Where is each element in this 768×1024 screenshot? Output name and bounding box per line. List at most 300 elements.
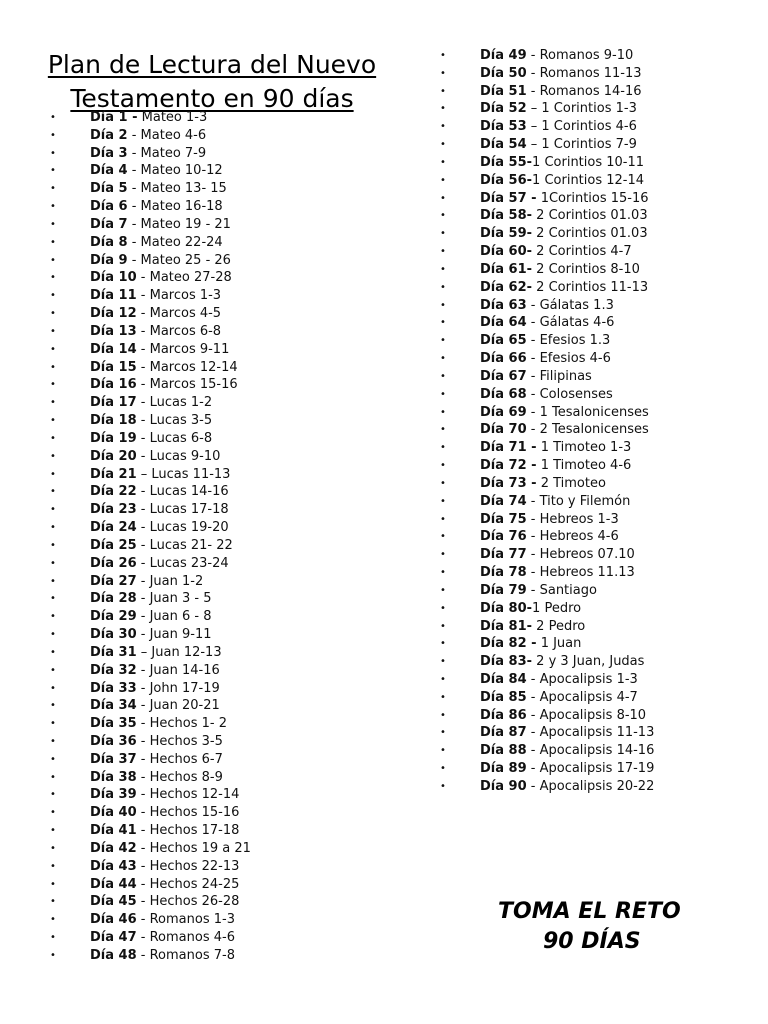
bullet-icon: • xyxy=(50,611,56,623)
day-label: Día 6 xyxy=(90,199,128,215)
reading-list-item xyxy=(440,100,654,118)
day-label: Día 53 xyxy=(480,119,527,135)
day-label: Día 63 xyxy=(480,297,527,313)
day-label: Día 80- xyxy=(480,600,533,616)
day-label: Día 41 xyxy=(90,823,137,839)
reading-list-item xyxy=(50,127,251,145)
reading-list-item xyxy=(440,475,654,493)
day-label: Día 5 xyxy=(90,181,128,197)
reading-list-item xyxy=(50,216,251,234)
bullet-icon: • xyxy=(50,201,56,213)
reading-list-item xyxy=(440,332,654,350)
reading-text: - Hebreos 07.10 xyxy=(526,547,635,563)
reading-text: - Apocalipsis 14-16 xyxy=(526,743,655,759)
day-label: Día 70 xyxy=(480,422,527,438)
reading-text: - Hechos 17-18 xyxy=(136,823,240,839)
reading-list-item xyxy=(50,893,251,911)
reading-list-item xyxy=(50,947,251,965)
day-label: Día 1 - xyxy=(90,110,138,125)
bullet-icon: • xyxy=(440,192,446,204)
reading-text: - Lucas 14-16 xyxy=(136,484,229,500)
bullet-icon: • xyxy=(50,236,56,248)
bullet-icon: • xyxy=(440,620,446,632)
day-label: Día 77 xyxy=(480,547,527,563)
day-label: Día 16 xyxy=(90,377,137,393)
reading-list-item xyxy=(50,680,251,698)
reading-list-item xyxy=(50,394,251,412)
bullet-icon: • xyxy=(50,593,56,605)
reading-text: - Lucas 21- 22 xyxy=(136,537,233,553)
reading-text: - Lucas 3-5 xyxy=(136,413,213,429)
bullet-icon: • xyxy=(50,415,56,427)
day-label: Día 78 xyxy=(480,565,527,581)
bullet-icon: • xyxy=(440,174,446,186)
reading-list-item xyxy=(50,786,251,804)
day-label: Día 74 xyxy=(480,493,527,509)
reading-text: - Mateo 13- 15 xyxy=(127,181,227,197)
reading-list-item xyxy=(50,376,251,394)
reading-list-item xyxy=(440,225,654,243)
reading-list-item xyxy=(50,608,251,626)
bullet-icon: • xyxy=(50,361,56,373)
reading-list-item xyxy=(50,448,251,466)
reading-list-item xyxy=(50,573,251,591)
reading-text: - Romanos 1-3 xyxy=(136,912,235,928)
reading-text: – Juan 12-13 xyxy=(136,644,222,660)
reading-list-item xyxy=(440,190,654,208)
reading-text: 1 Corintios 10-11 xyxy=(532,154,645,170)
bullet-icon: • xyxy=(50,735,56,747)
reading-list-item xyxy=(50,269,251,287)
reading-text: 2 Corintios 01.03 xyxy=(532,226,648,242)
bullet-icon: • xyxy=(440,602,446,614)
reading-text: 2 Corintios 01.03 xyxy=(532,208,648,224)
bullet-icon: • xyxy=(440,763,446,775)
bullet-icon: • xyxy=(440,549,446,561)
day-label: Día 75 xyxy=(480,511,527,527)
reading-text: - Lucas 17-18 xyxy=(136,502,229,518)
reading-list-item xyxy=(440,600,654,618)
reading-text: - Lucas 19-20 xyxy=(136,520,229,536)
day-label: Día 83- xyxy=(480,654,533,670)
bullet-icon: • xyxy=(440,156,446,168)
reading-list-item xyxy=(50,555,251,573)
reading-text: - Lucas 23-24 xyxy=(136,555,229,571)
reading-text: - Juan 6 - 8 xyxy=(136,609,212,625)
reading-list-item xyxy=(440,243,654,261)
reading-list-item xyxy=(50,234,251,252)
day-label: Día 23 xyxy=(90,502,137,518)
bullet-icon: • xyxy=(50,272,56,284)
day-label: Día 32 xyxy=(90,662,137,678)
reading-list-item xyxy=(440,618,654,636)
reading-list-item xyxy=(50,162,251,180)
reading-list-item xyxy=(440,564,654,582)
reading-text: - Romanos 14-16 xyxy=(526,83,642,99)
day-label: Día 40 xyxy=(90,805,137,821)
reading-text: - Marcos 15-16 xyxy=(136,377,238,393)
day-label: Día 29 xyxy=(90,609,137,625)
day-label: Día 52 xyxy=(480,101,527,117)
challenge-line-2: 90 DÍAS xyxy=(543,929,641,954)
day-label: Día 38 xyxy=(90,769,137,785)
reading-text: 2 Corintios 8-10 xyxy=(532,261,640,277)
day-label: Día 60- xyxy=(480,244,533,260)
reading-text: - Juan 9-11 xyxy=(136,627,212,643)
reading-text: - Lucas 6-8 xyxy=(136,430,213,446)
bullet-icon: • xyxy=(50,842,56,854)
day-label: Día 7 xyxy=(90,216,128,232)
reading-text: - Hechos 12-14 xyxy=(136,787,240,803)
reading-list-item xyxy=(440,404,654,422)
challenge-line-1: TOMA EL RETO xyxy=(498,899,681,924)
reading-text: - Marcos 4-5 xyxy=(136,306,222,322)
reading-text: - Hebreos 1-3 xyxy=(526,511,619,527)
day-label: Día 67 xyxy=(480,368,527,384)
reading-list-item xyxy=(50,751,251,769)
bullet-icon: • xyxy=(440,673,446,685)
day-label: Día 87 xyxy=(480,725,527,741)
day-label: Día 84 xyxy=(480,671,527,687)
day-label: Día 86 xyxy=(480,707,527,723)
bullet-icon: • xyxy=(50,129,56,141)
reading-text: - Hechos 22-13 xyxy=(136,858,240,874)
day-label: Día 10 xyxy=(90,270,137,286)
bullet-icon: • xyxy=(50,486,56,498)
reading-text: - 2 Tesalonicenses xyxy=(526,422,649,438)
reading-list-item xyxy=(50,323,251,341)
reading-list-item xyxy=(50,590,251,608)
day-label: Día 59- xyxy=(480,226,533,242)
bullet-icon: • xyxy=(440,228,446,240)
reading-list-item xyxy=(440,350,654,368)
reading-list-item xyxy=(50,501,251,519)
bullet-icon: • xyxy=(440,745,446,757)
reading-text: - Mateo 19 - 21 xyxy=(127,216,231,232)
reading-list-item xyxy=(50,109,251,127)
reading-list-item xyxy=(440,671,654,689)
day-label: Día 31 xyxy=(90,644,137,660)
bullet-icon: • xyxy=(50,379,56,391)
reading-list-item xyxy=(440,297,654,315)
day-label: Día 76 xyxy=(480,529,527,545)
reading-text: - Hechos 1- 2 xyxy=(136,716,227,732)
bullet-icon: • xyxy=(50,700,56,712)
bullet-icon: • xyxy=(50,789,56,801)
day-label: Día 26 xyxy=(90,555,137,571)
bullet-icon: • xyxy=(440,424,446,436)
reading-text: - Juan 14-16 xyxy=(136,662,220,678)
reading-list-item xyxy=(440,457,654,475)
day-label: Día 89 xyxy=(480,761,527,777)
reading-text: 2 Corintios 4-7 xyxy=(532,244,632,260)
day-label: Día 68 xyxy=(480,386,527,402)
bullet-icon: • xyxy=(440,121,446,133)
reading-list-item xyxy=(50,359,251,377)
bullet-icon: • xyxy=(440,353,446,365)
reading-list-item xyxy=(50,412,251,430)
reading-list-item xyxy=(440,742,655,760)
reading-list-item xyxy=(50,697,251,715)
reading-list-item xyxy=(440,154,654,172)
bullet-icon: • xyxy=(50,753,56,765)
day-label: Día 66 xyxy=(480,351,527,367)
day-label: Día 51 xyxy=(480,83,527,99)
reading-list-item xyxy=(440,778,655,796)
reading-text: 1Corintios 15-16 xyxy=(536,190,649,206)
reading-list-item xyxy=(50,145,251,163)
reading-text: - Mateo 16-18 xyxy=(127,199,223,215)
bullet-icon: • xyxy=(440,281,446,293)
reading-text: - Marcos 9-11 xyxy=(136,341,230,357)
bullet-icon: • xyxy=(50,290,56,302)
reading-text: - Lucas 9-10 xyxy=(136,448,221,464)
reading-text: - Santiago xyxy=(526,582,597,598)
bullet-icon: • xyxy=(440,709,446,721)
day-label: Día 21 xyxy=(90,466,137,482)
day-label: Día 82 - xyxy=(480,636,537,652)
bullet-icon: • xyxy=(50,825,56,837)
bullet-icon: • xyxy=(50,807,56,819)
reading-text: 2 Corintios 11-13 xyxy=(532,279,649,295)
reading-list-item xyxy=(50,430,251,448)
day-label: Día 46 xyxy=(90,912,137,928)
reading-text: - Hechos 8-9 xyxy=(136,769,223,785)
bullet-icon: • xyxy=(440,139,446,151)
bullet-icon: • xyxy=(50,878,56,890)
bullet-icon: • xyxy=(50,522,56,534)
day-label: Día 62- xyxy=(480,279,533,295)
reading-list-item xyxy=(440,439,654,457)
reading-text: - Hechos 15-16 xyxy=(136,805,240,821)
reading-text: - Hebreos 11.13 xyxy=(526,565,635,581)
day-label: Día 69 xyxy=(480,404,527,420)
bullet-icon: • xyxy=(440,656,446,668)
day-label: Día 48 xyxy=(90,947,137,963)
challenge-callout xyxy=(480,897,710,957)
reading-text: - Mateo 22-24 xyxy=(127,234,223,250)
reading-text: - Efesios 1.3 xyxy=(526,333,611,349)
reading-text: - Filipinas xyxy=(526,368,592,384)
bullet-icon: • xyxy=(440,85,446,97)
bullet-icon: • xyxy=(440,460,446,472)
bullet-icon: • xyxy=(440,50,446,61)
bullet-icon: • xyxy=(440,406,446,418)
bullet-icon: • xyxy=(50,896,56,908)
reading-list-item xyxy=(50,483,251,501)
bullet-icon: • xyxy=(440,246,446,258)
day-label: Día 50 xyxy=(480,65,527,81)
reading-text: - John 17-19 xyxy=(136,680,220,696)
bullet-icon: • xyxy=(440,263,446,275)
bullet-icon: • xyxy=(50,325,56,337)
bullet-icon: • xyxy=(50,860,56,872)
reading-text: - Lucas 1-2 xyxy=(136,395,213,411)
day-label: Día 4 xyxy=(90,163,128,179)
reading-text: - Mateo 7-9 xyxy=(127,145,207,161)
reading-text: - Hechos 24-25 xyxy=(136,876,240,892)
reading-text: - Marcos 6-8 xyxy=(136,323,222,339)
reading-text: 1 Juan xyxy=(536,636,582,652)
day-label: Día 15 xyxy=(90,359,137,375)
reading-list-item xyxy=(440,368,654,386)
reading-text: - Romanos 9-10 xyxy=(526,48,634,63)
reading-list-item xyxy=(440,386,654,404)
reading-text: - Marcos 12-14 xyxy=(136,359,238,375)
day-label: Día 43 xyxy=(90,858,137,874)
reading-list-item xyxy=(50,198,251,216)
reading-list-item xyxy=(440,118,654,136)
reading-text: - Apocalipsis 1-3 xyxy=(526,671,638,687)
day-label: Día 20 xyxy=(90,448,137,464)
bullet-icon: • xyxy=(50,914,56,926)
reading-list-item xyxy=(440,47,654,65)
day-label: Día 24 xyxy=(90,520,137,536)
day-label: Día 18 xyxy=(90,413,137,429)
day-label: Día 81- xyxy=(480,618,533,634)
reading-list-item xyxy=(440,653,654,671)
day-label: Día 30 xyxy=(90,627,137,643)
reading-text: - Apocalipsis 20-22 xyxy=(526,778,655,794)
bullet-icon: • xyxy=(50,629,56,641)
reading-list-item xyxy=(440,546,654,564)
bullet-icon: • xyxy=(50,432,56,444)
bullet-icon: • xyxy=(50,308,56,320)
reading-text: – Lucas 11-13 xyxy=(136,466,231,482)
bullet-icon: • xyxy=(440,388,446,400)
reading-list-item xyxy=(50,662,251,680)
title-line-1: Plan de Lectura del Nuevo xyxy=(47,50,377,79)
reading-text: 2 y 3 Juan, Judas xyxy=(532,654,645,670)
day-label: Día 88 xyxy=(480,743,527,759)
day-label: Día 22 xyxy=(90,484,137,500)
day-label: Día 65 xyxy=(480,333,527,349)
day-label: Día 44 xyxy=(90,876,137,892)
reading-list-item xyxy=(440,172,654,190)
reading-text: - Mateo 10-12 xyxy=(127,163,223,179)
bullet-icon: • xyxy=(50,397,56,409)
day-label: Día 72 - xyxy=(480,458,537,474)
reading-list-item xyxy=(440,582,654,600)
bullet-icon: • xyxy=(440,477,446,489)
reading-text: – 1 Corintios 4-6 xyxy=(526,119,637,135)
reading-text: - Mateo 4-6 xyxy=(127,127,207,143)
day-label: Día 2 xyxy=(90,127,128,143)
reading-list-item xyxy=(50,519,251,537)
reading-text: - Hebreos 4-6 xyxy=(526,529,619,545)
day-label: Día 17 xyxy=(90,395,137,411)
reading-list-item xyxy=(440,65,654,83)
reading-list-item xyxy=(50,911,251,929)
reading-text: - Juan 1-2 xyxy=(136,573,204,589)
reading-text: 1 Timoteo 1-3 xyxy=(536,440,632,456)
reading-list-item xyxy=(50,180,251,198)
day-label: Día 33 xyxy=(90,680,137,696)
page-title xyxy=(40,48,384,116)
reading-text: - Tito y Filemón xyxy=(526,493,631,509)
reading-list-item xyxy=(440,261,654,279)
bullet-icon: • xyxy=(440,299,446,311)
day-label: Día 64 xyxy=(480,315,527,331)
bullet-icon: • xyxy=(50,539,56,551)
reading-list-item xyxy=(50,626,251,644)
reading-text: - Romanos 11-13 xyxy=(526,65,642,81)
bullet-icon: • xyxy=(440,638,446,650)
bullet-icon: • xyxy=(50,112,56,123)
reading-list-item xyxy=(50,252,251,270)
reading-list-item xyxy=(440,421,654,439)
reading-list-item xyxy=(50,858,251,876)
bullet-icon: • xyxy=(440,442,446,454)
reading-text: - Romanos 7-8 xyxy=(136,947,235,963)
reading-text: - 1 Tesalonicenses xyxy=(526,404,649,420)
reading-list-item xyxy=(440,760,655,778)
bullet-icon: • xyxy=(50,147,56,159)
reading-text: 1 Pedro xyxy=(532,600,582,616)
reading-text: - Mateo 27-28 xyxy=(136,270,232,286)
reading-text: - Efesios 4-6 xyxy=(526,351,611,367)
bullet-icon: • xyxy=(440,67,446,79)
bullet-icon: • xyxy=(440,103,446,115)
reading-list-item xyxy=(440,136,654,154)
reading-list-item xyxy=(50,929,251,947)
day-label: Día 36 xyxy=(90,733,137,749)
reading-list-item xyxy=(440,493,654,511)
bullet-icon: • xyxy=(50,557,56,569)
reading-list-column-2 xyxy=(440,47,655,796)
reading-text: - Gálatas 4-6 xyxy=(526,315,615,331)
bullet-icon: • xyxy=(440,567,446,579)
reading-text: – 1 Corintios 1-3 xyxy=(526,101,637,117)
reading-list-item xyxy=(440,689,654,707)
reading-list-item xyxy=(440,83,654,101)
reading-list-item xyxy=(440,279,654,297)
bullet-icon: • xyxy=(50,183,56,195)
reading-list-item xyxy=(440,724,655,742)
day-label: Día 85 xyxy=(480,689,527,705)
day-label: Día 90 xyxy=(480,778,527,794)
bullet-icon: • xyxy=(50,254,56,266)
bullet-icon: • xyxy=(440,495,446,507)
bullet-icon: • xyxy=(440,531,446,543)
day-label: Día 27 xyxy=(90,573,137,589)
bullet-icon: • xyxy=(50,771,56,783)
reading-list-item xyxy=(50,840,251,858)
day-label: Día 37 xyxy=(90,751,137,767)
bullet-icon: • xyxy=(50,450,56,462)
day-label: Día 19 xyxy=(90,430,137,446)
reading-list-item xyxy=(50,341,251,359)
bullet-icon: • xyxy=(440,691,446,703)
title-line-2: Testamento en 90 días xyxy=(70,84,354,113)
reading-text: - Apocalipsis 4-7 xyxy=(526,689,638,705)
day-label: Día 35 xyxy=(90,716,137,732)
day-label: Día 25 xyxy=(90,537,137,553)
day-label: Día 39 xyxy=(90,787,137,803)
bullet-icon: • xyxy=(50,646,56,658)
day-label: Día 28 xyxy=(90,591,137,607)
day-label: Día 14 xyxy=(90,341,137,357)
day-label: Día 73 - xyxy=(480,475,537,491)
reading-text: - Hechos 3-5 xyxy=(136,733,223,749)
day-label: Día 61- xyxy=(480,261,533,277)
reading-list-item xyxy=(50,733,251,751)
day-label: Día 34 xyxy=(90,698,137,714)
reading-list-item xyxy=(50,822,251,840)
day-label: Día 79 xyxy=(480,582,527,598)
reading-list-item xyxy=(50,287,251,305)
reading-text: - Marcos 1-3 xyxy=(136,288,222,304)
